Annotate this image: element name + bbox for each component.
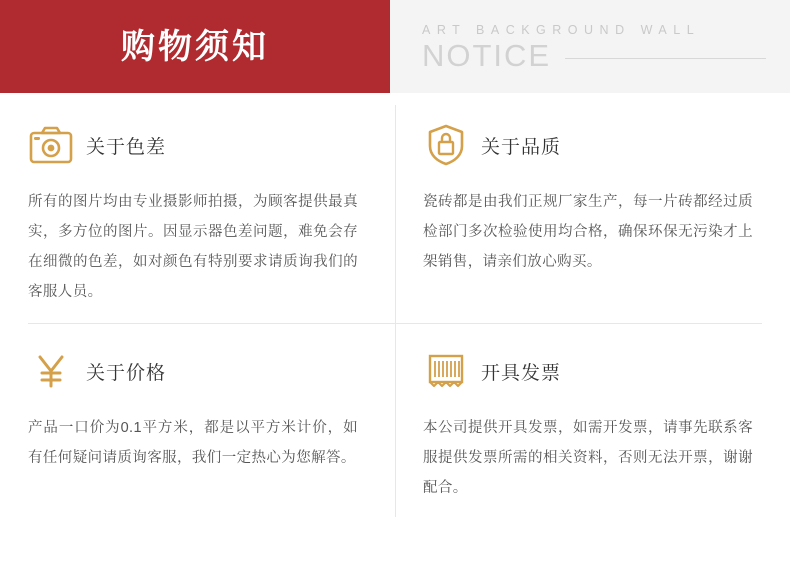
yen-price-icon bbox=[28, 348, 74, 394]
invoice-icon bbox=[423, 348, 469, 394]
header-divider-line bbox=[565, 58, 766, 59]
section-header bbox=[423, 119, 773, 171]
vertical-divider bbox=[395, 105, 396, 517]
notice-section-color bbox=[28, 119, 378, 307]
section-title: 关于品质 bbox=[481, 136, 562, 158]
shield-quality-icon bbox=[423, 122, 469, 168]
section-title: 开具发票 bbox=[481, 362, 562, 384]
notice-grid bbox=[0, 93, 790, 561]
section-title: 关于色差 bbox=[86, 136, 167, 158]
header-english-top: ART BACKGROUND WALL bbox=[422, 22, 701, 37]
page-header bbox=[0, 0, 790, 93]
section-header bbox=[28, 345, 378, 397]
section-title: 关于价格 bbox=[86, 362, 167, 384]
notice-section-price bbox=[28, 345, 378, 473]
notice-section-quality bbox=[423, 119, 773, 277]
page-title: 购物须知 bbox=[121, 27, 269, 66]
section-header bbox=[423, 345, 773, 397]
section-text: 本公司提供开具发票，如需开发票，请事先联系客服提供发票所需的相关资料，否则无法开票，谢谢配合。 bbox=[423, 420, 753, 496]
header-subtitle-area bbox=[390, 0, 790, 93]
section-text: 瓷砖都是由我们正规厂家生产，每一片砖都经过质检部门多次检验使用均合格，确保环保无污染才上架销售，请亲们放心购买。 bbox=[423, 194, 753, 270]
section-header bbox=[28, 119, 378, 171]
horizontal-divider bbox=[28, 323, 762, 324]
section-text: 产品一口价为0.1平方米，都是以平方米计价，如有任何疑问请质询客服，我们一定热心为您解答。 bbox=[28, 420, 358, 466]
section-text: 所有的图片均由专业摄影师拍摄，为顾客提供最真实，多方位的图片。因显示器色差问题，难免会存在细微的色差，如对颜色有特别要求请质询我们的客服人员。 bbox=[28, 194, 358, 300]
camera-icon bbox=[28, 122, 74, 168]
header-english-main: NOTICE bbox=[422, 37, 552, 73]
header-title-banner bbox=[0, 0, 390, 93]
notice-section-invoice bbox=[423, 345, 773, 503]
header-english-main-row bbox=[422, 37, 790, 73]
